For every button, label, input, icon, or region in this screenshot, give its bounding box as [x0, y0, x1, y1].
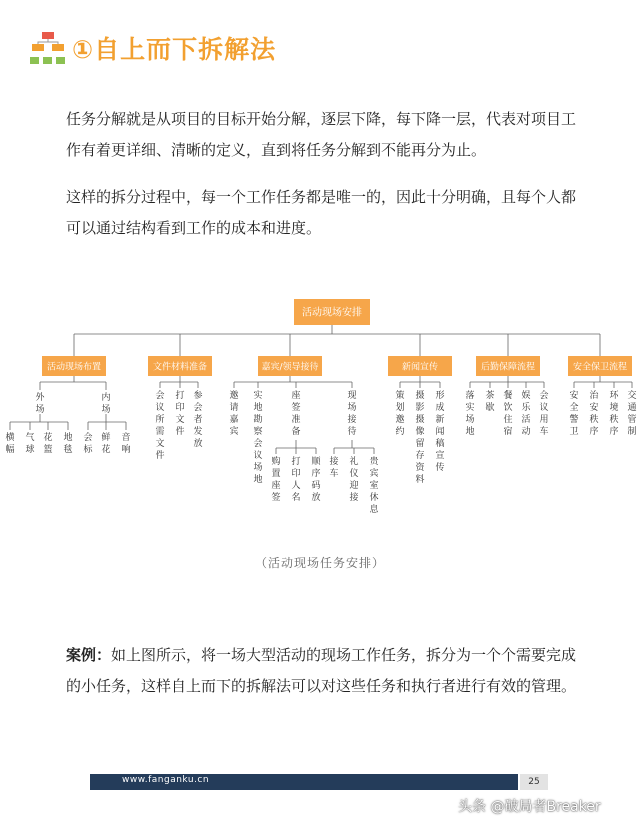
- page-number: 25: [520, 774, 548, 790]
- leaf-item: 横幅: [5, 433, 15, 455]
- chart-branch-1: 活动现场布置: [46, 362, 102, 373]
- leaf-item: 购置座签: [271, 457, 281, 503]
- leaf-item: 参会者发放: [193, 391, 203, 449]
- watermark: 头条 @破局者Breaker: [458, 799, 601, 815]
- leaf-item: 花篮: [43, 433, 53, 455]
- leaf-item: 摄影摄像留存资料: [415, 391, 425, 485]
- leaf-item: 邀请嘉宾: [229, 391, 239, 437]
- leaf-item: 会议所需文件: [155, 391, 165, 461]
- chart-root: 活动现场安排: [302, 307, 362, 319]
- leaf-item: 策划邀约: [395, 391, 405, 437]
- leaf-item: 实地勘察会议场地: [253, 391, 263, 485]
- leaf-item: 气球: [25, 433, 35, 455]
- leaf-item: 贵宾室休息: [369, 457, 379, 515]
- leaf-item: 鲜花: [101, 433, 111, 455]
- leaf-item: 音响: [121, 433, 131, 455]
- leaf-item: 礼仪迎接: [349, 457, 359, 503]
- leaf-item: 打印人名: [291, 457, 301, 503]
- paragraph-case: [66, 640, 586, 702]
- paragraph-intro: 任务分解就是从项目的目标开始分解，逐层下降，每下降一层，代表对项目工作有着更详细、清晰的定义，直到将任务分解到不能再分为止。: [66, 110, 577, 159]
- page-title: ①自上而下拆解法: [72, 35, 277, 64]
- chart-caption: （活动现场任务安排）: [254, 556, 385, 570]
- leaf-item: 环境秩序: [609, 391, 619, 437]
- hierarchy-icon: [30, 32, 66, 66]
- group-label: 内场: [101, 393, 111, 415]
- footer-url: www.fanganku.cn: [122, 775, 210, 785]
- leaf-item: 治安秩序: [589, 391, 599, 437]
- leaf-item: 餐饮住宿: [503, 391, 513, 437]
- leaf-item: 娱乐活动: [521, 391, 531, 437]
- leaf-item: 座签准备: [291, 391, 301, 437]
- group-label: 外场: [35, 393, 45, 415]
- leaf-item: 交通管制: [627, 391, 637, 437]
- chart-branch-3: 嘉宾/领导接待: [261, 362, 319, 373]
- paragraph-detail: 这样的拆分过程中，每一个工作任务都是唯一的，因此十分明确，且每个人都可以通过结构看到工作的成本和进度。: [66, 188, 577, 237]
- leaf-item: 接车: [329, 457, 339, 479]
- leaf-item: 会标: [83, 433, 93, 455]
- leaf-item: 形成新闻稿宣传: [435, 391, 445, 473]
- leaf-item: 茶歇: [485, 391, 495, 413]
- chart-branch-6: 安全保卫流程: [572, 362, 628, 373]
- leaf-item: 打印文件: [175, 391, 185, 437]
- chart-branch-2: 文件材料准备: [152, 362, 208, 373]
- leaf-item: 会议用车: [539, 391, 549, 437]
- chart-branch-4: 新闻宣传: [401, 362, 439, 373]
- leaf-item: 现场接待: [347, 391, 357, 437]
- org-chart: [0, 290, 640, 550]
- leaf-item: 地毯: [63, 433, 73, 455]
- leaf-item: 顺序码放: [311, 457, 321, 503]
- case-label: 案例：: [66, 646, 112, 664]
- chart-branch-5: 后勤保障流程: [480, 362, 536, 373]
- leaf-item: 安全警卫: [569, 391, 579, 437]
- case-text: 如上图所示，将一场大型活动的现场工作任务，拆分为一个个需要完成的小任务，这样自上而下的拆解法可以对这些任务和执行者进行有效的管理。: [66, 646, 577, 695]
- leaf-item: 落实场地: [465, 391, 475, 437]
